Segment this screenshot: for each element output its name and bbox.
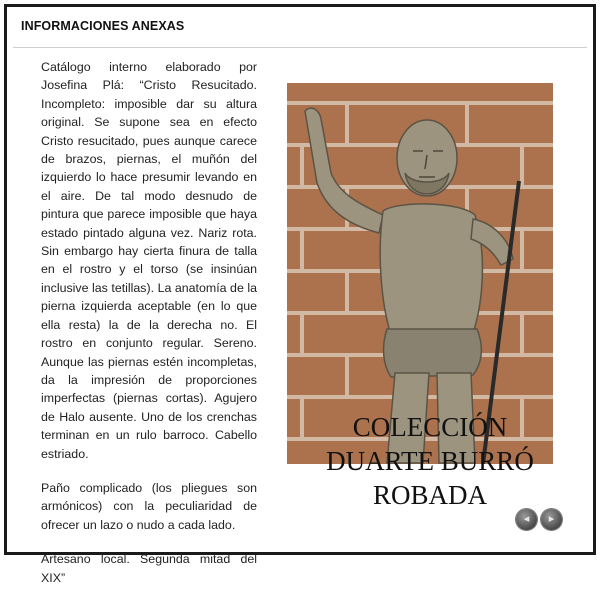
statue-photo-image: [287, 83, 553, 464]
notice-line-2: DUARTE BURRÓ: [326, 446, 534, 476]
next-icon: ▸: [548, 513, 555, 525]
header-divider: [13, 47, 587, 48]
section-title: INFORMACIONES ANEXAS: [21, 19, 185, 33]
prev-icon: ◂: [523, 513, 530, 525]
paragraph-cloth: Paño complicado (los pliegues son armónicos) con la peculiaridad de ofrecer un lazo o nudo a cada lado.: [41, 480, 257, 532]
prev-button[interactable]: [516, 509, 537, 530]
paragraph-artisan: Artesano local. Segunda mitad del XIX”: [41, 552, 257, 585]
description-text: [41, 58, 257, 603]
notice-line-1: COLECCIÓN: [352, 412, 508, 442]
next-button[interactable]: [541, 509, 562, 530]
statue-photo: [287, 83, 553, 464]
paragraph-catalog: Catálogo interno elaborado por Josefina Plá: “Cristo Resucitado. Incompleto: imposible dar su altura original. Se supone sea en efecto Cristo resucitado, pues aunque carece de brazos, piernas, el muñón del izquierdo lo hace presumir levando en el aire. De tal modo desnudo de pintura que parece imposible que haya estado pintado alguna vez. Nariz rota. Sin embargo hay cierta finura de talla en el rostro y el torso (se insinúan inclusive las tetillas). La anatomía de la pierna izquierda aceptable (en lo que ella resta) la de la derecha no. El rostro en conjunto regular. Sereno. Aunque las piernas estén incompletas, da la impresión de proporciones imperfectas (piernas cortas). Agujero de Halo ausente. Uno de los crenchas terminan en un rulo barroco. Cabello estriado.: [41, 60, 257, 461]
stolen-collection-notice: [290, 410, 570, 512]
notice-line-3: ROBADA: [372, 480, 487, 510]
